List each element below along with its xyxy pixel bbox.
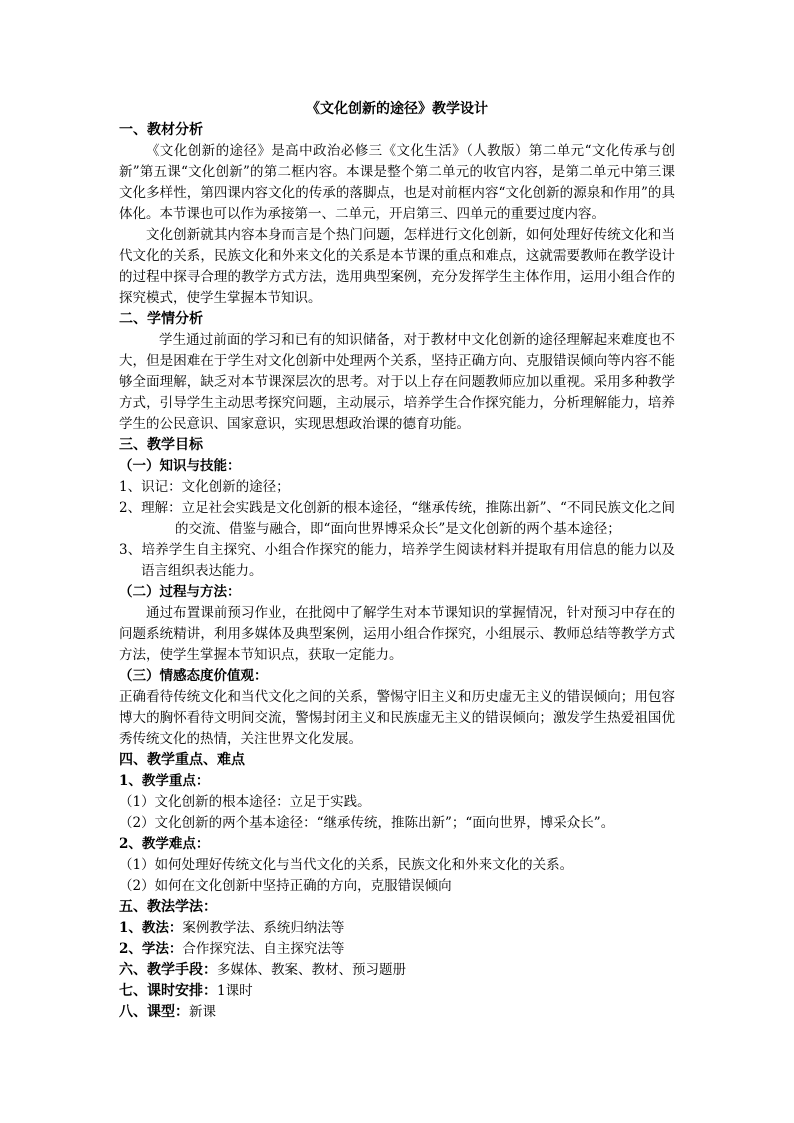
- list-item: （2）如何在文化创新中坚持正确的方向，克服错误倾向: [119, 878, 452, 894]
- lesson-type-line: [119, 1002, 675, 1023]
- learning-method-value: 合作探究法、自主探究法等: [182, 941, 345, 957]
- subsection-heading: （一）知识与技能：: [119, 458, 241, 474]
- paragraph: 《文化创新的途径》是高中政治必修三《文化生活》（人教版）第二单元“文化传承与创新”第五课“文化创新”的第二框内容。本课是整个第二单元的收官内容，是第二单元中第三课文化多样性，第四课内容文化的传承的落脚点，也是对前框内容“文化创新的源泉和作用”的具体化。本节课也可以作为承接第一、二单元，开启第三、四单元的重要过度内容。: [119, 143, 675, 222]
- section-methods: [119, 897, 675, 960]
- paragraph: 文化创新就其内容本身而言是个热门问题，怎样进行文化创新，如何处理好传统文化和当代文化的关系，民族文化和外来文化的关系是本节课的重点和难点，这就需要教师在教学设计的过程中探寻合理的教学方式方法，选用典型案例，充分发挥学生主体作用，运用小组合作的探究模式，使学生掌握本节知识。: [119, 227, 675, 306]
- list-item: （2）文化创新的两个基本途径：“继承传统，推陈出新”；“面向世界，博采众长”。: [119, 815, 615, 831]
- teaching-means-value: 多媒体、教案、教材、预习题册: [217, 962, 406, 978]
- list-item: 2、理解：立足社会实践是文化创新的根本途径，“继承传统，推陈出新”、“不同民族文化之间的交流、借鉴与融合，即“面向世界博采众长”是文化创新的两个基本途径；: [119, 500, 675, 537]
- section-heading: 四、教学重点、难点: [119, 752, 245, 768]
- teaching-means-label: 六、教学手段：: [119, 962, 217, 978]
- class-hours-line: [119, 981, 675, 1002]
- paragraph: 正确看待传统文化和当代文化之间的关系，警惕守旧主义和历史虚无主义的错误倾向；用包容博大的胸怀看待文明间交流，警惕封闭主义和民族虚无主义的错误倾向；激发学生热爱祖国优秀传统文化的热情，关注世界文化发展。: [119, 689, 675, 747]
- section-heading: 二、学情分析: [119, 311, 203, 327]
- list-item: （1）文化创新的根本途径：立足于实践。: [119, 794, 371, 810]
- section-heading: 三、教学目标: [119, 437, 203, 453]
- paragraph: 学生通过前面的学习和已有的知识储备，对于教材中文化创新的途径理解起来难度也不大，但是困难在于学生对文化创新中处理两个关系，坚持正确方向、克服错误倾向等内容不能够全面理解，缺乏对本节课深层次的思考。对于以上存在问题教师应加以重视。采用多种教学方式，引导学生主动思考探究问题，主动展示，培养学生合作探究能力，分析理解能力，培养学生的公民意识、国家意识，实现思想政治课的德育功能。: [119, 332, 675, 432]
- section-heading: 一、教材分析: [119, 122, 203, 138]
- teaching-means-line: [119, 960, 675, 981]
- subsection-heading: 2、教学难点：: [119, 836, 210, 852]
- section-heading: 五、教法学法：: [119, 899, 217, 915]
- knowledge-skill-list: [119, 477, 675, 582]
- learning-method-label: 2、学法：: [119, 941, 183, 957]
- subsection-heading: （二）过程与方法：: [119, 584, 241, 600]
- class-hours-label: 七、课时安排：: [119, 983, 217, 999]
- subsection-heading: 1、教学重点：: [119, 773, 210, 789]
- subsection-heading: （三）情感态度价值观：: [119, 668, 268, 684]
- teaching-method-label: 1、教法：: [119, 920, 183, 936]
- learning-method-line: [119, 939, 675, 960]
- paragraph: 通过布置课前预习作业，在批阅中了解学生对本节课知识的掌握情况，针对预习中存在的问题系统精讲，利用多媒体及典型案例，运用小组合作探究，小组展示、教师总结等教学方式方法，使学生掌握本节知识点，获取一定能力。: [119, 605, 675, 663]
- teaching-method-value: 案例教学法、系统归纳法等: [182, 920, 345, 936]
- section-teaching-objectives: [119, 435, 675, 750]
- document-title: 《文化创新的途径》教学设计: [306, 101, 488, 117]
- lesson-type-label: 八、课型：: [119, 1004, 189, 1020]
- class-hours-value: 1课时: [217, 983, 253, 999]
- teaching-method-line: [119, 918, 675, 939]
- section-key-difficult-points: [119, 750, 675, 897]
- lesson-type-value: 新课: [189, 1004, 216, 1020]
- section-student-analysis: [119, 309, 675, 435]
- section-textbook-analysis: [119, 120, 675, 309]
- list-item: （1）如何处理好传统文化与当代文化的关系，民族文化和外来文化的关系。: [119, 857, 574, 873]
- document-page: [119, 98, 675, 1023]
- list-item: 1、识记：文化创新的途径；: [119, 479, 290, 495]
- list-item: 3、培养学生自主探究、小组合作探究的能力，培养学生阅读材料并提取有用信息的能力以及语言组织表达能力。: [119, 542, 675, 579]
